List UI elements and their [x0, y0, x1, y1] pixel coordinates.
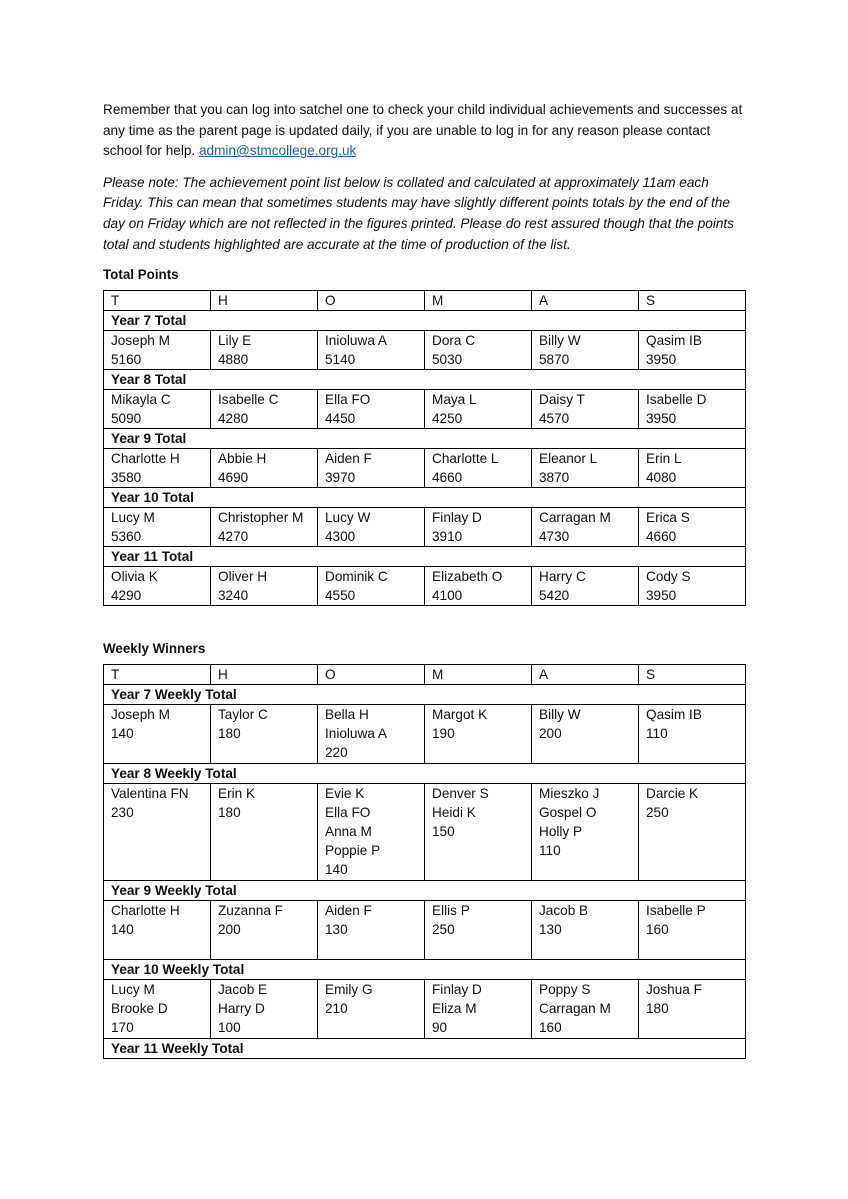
table-cell	[639, 705, 746, 764]
points-value: 160	[539, 1020, 562, 1036]
student-name: Finlay D	[432, 982, 482, 998]
section-row	[104, 1039, 746, 1059]
table-cell	[425, 508, 532, 547]
points-value: 4550	[325, 588, 356, 604]
section-row	[104, 764, 746, 784]
points-value: 170	[111, 1020, 134, 1036]
student-name: Charlotte H	[111, 451, 180, 467]
student-name: Cody S	[646, 569, 691, 585]
student-name: Emily G	[325, 982, 373, 998]
student-name: Erin K	[218, 786, 256, 802]
student-name: Inioluwa A	[325, 333, 387, 349]
points-value: 3950	[646, 352, 677, 368]
document-page	[103, 100, 748, 1059]
student-name: Joseph M	[111, 707, 170, 723]
points-value: 5160	[111, 352, 142, 368]
points-value: 4730	[539, 529, 570, 545]
points-value: 140	[111, 726, 134, 742]
table-row	[104, 331, 746, 370]
table-cell	[104, 901, 211, 960]
student-name: Holly P	[539, 824, 583, 840]
student-name: Heidi K	[432, 805, 476, 821]
section-row	[104, 960, 746, 980]
points-value: 180	[218, 805, 241, 821]
column-header: T	[104, 665, 211, 685]
section-row	[104, 547, 746, 567]
student-name: Isabelle P	[646, 903, 706, 919]
student-name: Qasim IB	[646, 333, 702, 349]
points-value: 5090	[111, 411, 142, 427]
table-cell	[211, 901, 318, 960]
section-row	[104, 429, 746, 449]
points-value: 3580	[111, 470, 142, 486]
table-cell	[532, 705, 639, 764]
points-value: 210	[325, 1001, 348, 1017]
column-header: O	[318, 665, 425, 685]
section-row	[104, 311, 746, 331]
student-name: Isabelle C	[218, 392, 279, 408]
column-header: S	[639, 291, 746, 311]
table-cell	[425, 901, 532, 960]
note-paragraph: Please note: The achievement point list below is collated and calculated at approximately 11am each Friday. This can mean that sometimes students may have slightly different points totals by the end of the day on Friday which are not reflected in the figures printed. Please do rest assured though that the points total and students highlighted are accurate at the time of production of the list.	[103, 174, 734, 252]
table-cell	[425, 980, 532, 1039]
student-name: Poppie P	[325, 843, 381, 859]
table-cell	[639, 901, 746, 960]
student-name: Valentina FN	[111, 786, 189, 802]
table-row	[104, 449, 746, 488]
points-value: 140	[325, 862, 348, 878]
student-name: Ella FO	[325, 805, 371, 821]
table-cell	[318, 784, 425, 881]
table-cell	[639, 567, 746, 606]
intro-paragraph	[103, 100, 748, 162]
student-name: Charlotte L	[432, 451, 499, 467]
table-cell	[318, 980, 425, 1039]
points-value: 3240	[218, 588, 249, 604]
points-value: 160	[646, 922, 669, 938]
section-label: Year 11 Total	[104, 547, 746, 567]
table-cell	[425, 705, 532, 764]
column-header: H	[211, 665, 318, 685]
table-cell	[425, 390, 532, 429]
student-name: Abbie H	[218, 451, 267, 467]
section-row	[104, 488, 746, 508]
table-cell	[425, 331, 532, 370]
column-header: S	[639, 665, 746, 685]
total-points-heading: Total Points	[103, 267, 179, 283]
student-name: Lily E	[218, 333, 252, 349]
section-label: Year 11 Weekly Total	[104, 1039, 746, 1059]
points-value: 4300	[325, 529, 356, 545]
student-name: Joseph M	[111, 333, 170, 349]
student-name: Dominik C	[325, 569, 388, 585]
points-value: 130	[539, 922, 562, 938]
table-row	[104, 980, 746, 1039]
table-cell	[211, 567, 318, 606]
student-name: Lucy M	[111, 982, 155, 998]
student-name: Eliza M	[432, 1001, 477, 1017]
section-label: Year 8 Total	[104, 370, 746, 390]
table-cell	[532, 508, 639, 547]
table-cell	[532, 980, 639, 1039]
column-header: A	[532, 291, 639, 311]
table-header-row	[104, 665, 746, 685]
table-cell	[318, 390, 425, 429]
table-cell	[532, 901, 639, 960]
student-name: Christopher M	[218, 510, 304, 526]
table-cell	[425, 784, 532, 881]
column-header: M	[425, 665, 532, 685]
section-row	[104, 685, 746, 705]
column-header: A	[532, 665, 639, 685]
student-name: Billy W	[539, 333, 581, 349]
student-name: Eleanor L	[539, 451, 598, 467]
column-header: T	[104, 291, 211, 311]
column-header: H	[211, 291, 318, 311]
student-name: Brooke D	[111, 1001, 168, 1017]
section-label: Year 9 Total	[104, 429, 746, 449]
student-name: Margot K	[432, 707, 488, 723]
student-name: Oliver H	[218, 569, 268, 585]
table-cell	[639, 980, 746, 1039]
student-name: Carragan M	[539, 510, 611, 526]
points-value: 110	[646, 726, 668, 742]
student-name: Lucy W	[325, 510, 371, 526]
points-value: 110	[539, 843, 561, 859]
student-name: Qasim IB	[646, 707, 702, 723]
table-cell	[425, 567, 532, 606]
student-name: Taylor C	[218, 707, 268, 723]
table-cell	[532, 331, 639, 370]
student-name: Erin L	[646, 451, 682, 467]
table-row	[104, 508, 746, 547]
points-value: 5870	[539, 352, 570, 368]
section-label: Year 8 Weekly Total	[104, 764, 746, 784]
student-name: Ella FO	[325, 392, 371, 408]
section-label: Year 9 Weekly Total	[104, 881, 746, 901]
table-cell	[318, 567, 425, 606]
table-cell	[318, 705, 425, 764]
table-cell	[532, 567, 639, 606]
student-name: Anna M	[325, 824, 372, 840]
points-value: 4100	[432, 588, 463, 604]
table-row	[104, 567, 746, 606]
points-value: 90	[432, 1020, 448, 1036]
points-value: 3950	[646, 588, 677, 604]
table-cell	[211, 449, 318, 488]
points-value: 150	[432, 824, 455, 840]
points-value: 4080	[646, 470, 677, 486]
student-name: Inioluwa A	[325, 726, 387, 742]
points-value: 4250	[432, 411, 463, 427]
points-value: 5140	[325, 352, 356, 368]
student-name: Erica S	[646, 510, 690, 526]
section-row	[104, 370, 746, 390]
student-name: Lucy M	[111, 510, 155, 526]
points-value: 3950	[646, 411, 677, 427]
points-value: 4450	[325, 411, 356, 427]
column-header: O	[318, 291, 425, 311]
table-cell	[104, 567, 211, 606]
table-row	[104, 705, 746, 764]
student-name: Darcie K	[646, 786, 699, 802]
student-name: Charlotte H	[111, 903, 180, 919]
table-cell	[639, 390, 746, 429]
total-points-table	[103, 290, 746, 606]
points-value: 220	[325, 745, 348, 761]
table-cell	[211, 331, 318, 370]
points-value: 4270	[218, 529, 249, 545]
points-value: 3970	[325, 470, 356, 486]
student-name: Bella H	[325, 707, 369, 723]
student-name: Elizabeth O	[432, 569, 503, 585]
points-value: 190	[432, 726, 455, 742]
student-name: Maya L	[432, 392, 477, 408]
points-value: 4660	[432, 470, 463, 486]
student-name: Gospel O	[539, 805, 597, 821]
table-cell	[104, 508, 211, 547]
table-cell	[318, 508, 425, 547]
intro-text: Remember that you can log into satchel one to check your child individual achievements and successes at any time as the parent page is updated daily, if you are unable to log in for any reason please contact school for help.	[103, 102, 743, 159]
student-name: Harry D	[218, 1001, 265, 1017]
points-value: 5360	[111, 529, 142, 545]
table-cell	[211, 784, 318, 881]
student-name: Olivia K	[111, 569, 158, 585]
points-value: 200	[539, 726, 562, 742]
points-value: 250	[432, 922, 455, 938]
points-value: 250	[646, 805, 669, 821]
student-name: Dora C	[432, 333, 476, 349]
points-value: 100	[218, 1020, 241, 1036]
points-value: 130	[325, 922, 348, 938]
table-cell	[532, 390, 639, 429]
table-cell	[532, 449, 639, 488]
student-name: Zuzanna F	[218, 903, 283, 919]
student-name: Aiden F	[325, 903, 372, 919]
table-cell	[425, 449, 532, 488]
student-name: Harry C	[539, 569, 586, 585]
table-cell	[104, 331, 211, 370]
points-value: 4280	[218, 411, 249, 427]
points-value: 5420	[539, 588, 570, 604]
points-value: 4290	[111, 588, 142, 604]
section-label: Year 10 Weekly Total	[104, 960, 746, 980]
table-cell	[639, 508, 746, 547]
points-value: 3870	[539, 470, 570, 486]
points-value: 4880	[218, 352, 249, 368]
points-value: 4660	[646, 529, 677, 545]
section-label: Year 10 Total	[104, 488, 746, 508]
student-name: Joshua F	[646, 982, 702, 998]
column-header: M	[425, 291, 532, 311]
section-label: Year 7 Total	[104, 311, 746, 331]
table-cell	[104, 784, 211, 881]
contact-email-link[interactable]: admin@stmcollege.org.uk	[198, 143, 357, 159]
table-cell	[104, 980, 211, 1039]
points-value: 5030	[432, 352, 463, 368]
points-value: 180	[646, 1001, 669, 1017]
table-header-row	[104, 291, 746, 311]
student-name: Daisy T	[539, 392, 585, 408]
student-name: Finlay D	[432, 510, 482, 526]
table-cell	[104, 705, 211, 764]
points-value: 180	[218, 726, 241, 742]
table-cell	[318, 331, 425, 370]
table-cell	[104, 449, 211, 488]
table-cell	[532, 784, 639, 881]
table-row	[104, 784, 746, 881]
weekly-winners-table	[103, 664, 746, 1059]
student-name: Evie K	[325, 786, 365, 802]
table-row	[104, 901, 746, 960]
points-value: 230	[111, 805, 134, 821]
student-name: Jacob E	[218, 982, 268, 998]
table-cell	[639, 449, 746, 488]
student-name: Jacob B	[539, 903, 589, 919]
table-cell	[104, 390, 211, 429]
table-cell	[211, 508, 318, 547]
points-value: 4690	[218, 470, 249, 486]
table-cell	[639, 784, 746, 881]
points-value: 140	[111, 922, 134, 938]
table-cell	[318, 901, 425, 960]
student-name: Carragan M	[539, 1001, 611, 1017]
points-value: 4570	[539, 411, 570, 427]
student-name: Mieszko J	[539, 786, 600, 802]
weekly-winners-heading: Weekly Winners	[103, 641, 206, 657]
table-cell	[318, 449, 425, 488]
table-row	[104, 390, 746, 429]
table-cell	[211, 980, 318, 1039]
section-row	[104, 881, 746, 901]
student-name: Ellis P	[432, 903, 470, 919]
table-cell	[211, 390, 318, 429]
table-cell	[639, 331, 746, 370]
student-name: Aiden F	[325, 451, 372, 467]
student-name: Poppy S	[539, 982, 591, 998]
student-name: Isabelle D	[646, 392, 707, 408]
student-name: Mikayla C	[111, 392, 171, 408]
table-cell	[211, 705, 318, 764]
section-label: Year 7 Weekly Total	[104, 685, 746, 705]
student-name: Denver S	[432, 786, 489, 802]
points-value: 200	[218, 922, 241, 938]
points-value: 3910	[432, 529, 463, 545]
student-name: Billy W	[539, 707, 581, 723]
